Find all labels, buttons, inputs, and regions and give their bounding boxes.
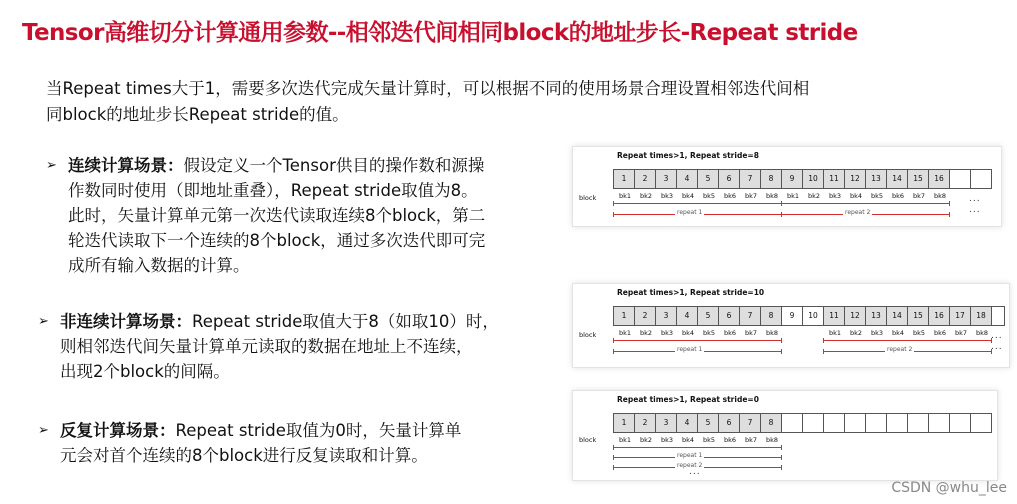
bullet-head: 连续计算场景： bbox=[68, 156, 184, 175]
bk-label: bk4 bbox=[682, 192, 695, 200]
bk-label: bk6 bbox=[724, 192, 737, 200]
block-cell: 15 bbox=[907, 169, 929, 189]
block-cell: 16 bbox=[928, 306, 950, 326]
block-cell bbox=[949, 413, 971, 433]
block-cell: 6 bbox=[718, 306, 740, 326]
ellipsis: ... bbox=[969, 194, 981, 204]
bk-label: bk8 bbox=[976, 329, 989, 337]
ellipsis: ... bbox=[991, 342, 1003, 352]
bk-tick bbox=[781, 201, 782, 206]
bk-tick bbox=[613, 445, 614, 450]
bk-label: bk3 bbox=[661, 192, 674, 200]
repeat-tick bbox=[781, 349, 782, 354]
diagram-stride-0 bbox=[572, 390, 998, 481]
block-cell: 13 bbox=[865, 169, 887, 189]
bk-span-line bbox=[781, 203, 949, 204]
block-cell: 2 bbox=[634, 169, 656, 189]
block-cell: 5 bbox=[697, 169, 719, 189]
block-cell: 18 bbox=[970, 306, 992, 326]
bullet-head: 反复计算场景： bbox=[60, 421, 176, 440]
bullet-line: 假设定义一个Tensor供目的操作数和源操 bbox=[183, 156, 485, 175]
bk-label: bk3 bbox=[829, 192, 842, 200]
block-cell: 15 bbox=[907, 306, 929, 326]
repeat-tick bbox=[613, 465, 614, 470]
block-cell: 7 bbox=[739, 413, 761, 433]
bk-label: bk6 bbox=[892, 192, 905, 200]
repeat-label: repeat 1 bbox=[677, 346, 703, 353]
bk-label: bk2 bbox=[640, 329, 653, 337]
bk-tick bbox=[949, 201, 950, 206]
block-cell: 6 bbox=[718, 413, 740, 433]
bullet-line: 作数同时使用（即地址重叠），Repeat stride取值为8。 bbox=[68, 181, 478, 200]
bk-label: bk2 bbox=[640, 436, 653, 444]
block-cell: 5 bbox=[697, 306, 719, 326]
repeat-tick bbox=[781, 212, 782, 217]
block-cell: 3 bbox=[655, 306, 677, 326]
block-cell: 7 bbox=[739, 169, 761, 189]
bullet-arrow-icon: ➢ bbox=[38, 314, 49, 329]
bullet-noncontinuous bbox=[38, 309, 560, 384]
block-cell bbox=[886, 413, 908, 433]
bk-label: bk7 bbox=[745, 192, 758, 200]
repeat-tick bbox=[949, 212, 950, 217]
block-cell: 8 bbox=[760, 169, 782, 189]
block-cell: 3 bbox=[655, 413, 677, 433]
bk-label: bk5 bbox=[913, 329, 926, 337]
intro-line: 当Repeat times大于1，需要多次迭代完成矢量计算时，可以根据不同的使用场景合理设置相邻迭代间相 bbox=[46, 79, 810, 98]
repeat-tick bbox=[613, 212, 614, 217]
repeat-label: repeat 1 bbox=[677, 209, 703, 216]
block-label: block bbox=[579, 331, 597, 339]
block-cell bbox=[907, 413, 929, 433]
ellipsis: ... bbox=[991, 331, 1003, 341]
page-title: Tensor高维切分计算通用参数--相邻迭代间相同block的地址步长-Repeat stride bbox=[22, 20, 858, 46]
repeat-tick bbox=[613, 349, 614, 354]
block-cell bbox=[823, 413, 845, 433]
block-cell: 11 bbox=[823, 306, 845, 326]
bk-tick bbox=[613, 338, 614, 343]
bk-label: bk7 bbox=[745, 436, 758, 444]
block-cell: 1 bbox=[613, 306, 635, 326]
block-cell: 5 bbox=[697, 413, 719, 433]
block-cell: 12 bbox=[844, 169, 866, 189]
block-cell: 10 bbox=[802, 306, 824, 326]
block-cell: 4 bbox=[676, 413, 698, 433]
block-cell bbox=[802, 413, 824, 433]
bk-label: bk8 bbox=[934, 192, 947, 200]
bk-label: bk5 bbox=[703, 192, 716, 200]
block-cell: 11 bbox=[823, 169, 845, 189]
block-cell: 1 bbox=[613, 169, 635, 189]
block-cell: 2 bbox=[634, 413, 656, 433]
bk-tick bbox=[781, 338, 782, 343]
bk-label: bk1 bbox=[619, 436, 632, 444]
block-cell: 13 bbox=[865, 306, 887, 326]
bullet-line: 则相邻迭代间矢量计算单元读取的数据在地址上不连续， bbox=[60, 337, 473, 356]
bullet-line: Repeat stride取值大于8（如取10）时， bbox=[192, 312, 499, 331]
block-cell: 14 bbox=[886, 306, 908, 326]
bk-tick bbox=[781, 445, 782, 450]
block-cell: 14 bbox=[886, 169, 908, 189]
bullet-repeated bbox=[38, 418, 530, 468]
bk-label: bk1 bbox=[619, 192, 632, 200]
bk-label: bk7 bbox=[913, 192, 926, 200]
bullet-continuous bbox=[46, 153, 566, 278]
bk-label: bk8 bbox=[766, 436, 779, 444]
diagram-title: Repeat times>1, Repeat stride=8 bbox=[617, 151, 759, 160]
block-cell bbox=[970, 169, 992, 189]
bk-label: bk6 bbox=[724, 436, 737, 444]
bullet-line: 元会对首个连续的8个block进行反复读取和计算。 bbox=[60, 446, 428, 465]
bk-label: bk2 bbox=[808, 192, 821, 200]
bullet-line: 轮迭代读取下一个连续的8个block，通过多次迭代即可完 bbox=[68, 231, 486, 250]
bk-span-line bbox=[613, 447, 781, 448]
block-cell: 8 bbox=[760, 413, 782, 433]
repeat-tick bbox=[781, 455, 782, 460]
bk-label: bk6 bbox=[934, 329, 947, 337]
bk-span-line bbox=[823, 340, 991, 341]
bk-label: bk4 bbox=[892, 329, 905, 337]
bk-label: bk5 bbox=[703, 436, 716, 444]
bullet-line: 此时，矢量计算单元第一次迭代读取连续8个block，第二 bbox=[68, 206, 486, 225]
block-cell: 9 bbox=[781, 169, 803, 189]
block-cell: 10 bbox=[802, 169, 824, 189]
block-cell bbox=[991, 306, 1005, 326]
bk-label: bk8 bbox=[766, 192, 779, 200]
block-cell: 3 bbox=[655, 169, 677, 189]
bullet-line: 成所有输入数据的计算。 bbox=[68, 256, 250, 275]
bk-label: bk3 bbox=[871, 329, 884, 337]
block-label: block bbox=[579, 436, 597, 444]
block-cell bbox=[865, 413, 887, 433]
block-label: block bbox=[579, 194, 597, 202]
diagram-stride-8 bbox=[572, 146, 1002, 227]
block-cell: 2 bbox=[634, 306, 656, 326]
bullet-line: Repeat stride取值为0时，矢量计算单 bbox=[175, 421, 462, 440]
repeat-tick bbox=[613, 455, 614, 460]
bk-label: bk2 bbox=[640, 192, 653, 200]
block-cell bbox=[949, 169, 971, 189]
bk-label: bk5 bbox=[703, 329, 716, 337]
bk-label: bk2 bbox=[850, 329, 863, 337]
block-cell bbox=[844, 413, 866, 433]
bk-label: bk1 bbox=[787, 192, 800, 200]
block-cell: 16 bbox=[928, 169, 950, 189]
ellipsis: ... bbox=[969, 205, 981, 215]
bullet-arrow-icon: ➢ bbox=[38, 423, 49, 438]
diagram-stride-10 bbox=[572, 283, 1010, 368]
ellipsis: ... bbox=[689, 467, 701, 477]
block-cell: 1 bbox=[613, 413, 635, 433]
bk-label: bk4 bbox=[850, 192, 863, 200]
watermark: CSDN @whu_lee bbox=[891, 480, 1007, 496]
block-cell: 9 bbox=[781, 306, 803, 326]
block-cell: 17 bbox=[949, 306, 971, 326]
bk-label: bk1 bbox=[619, 329, 632, 337]
bk-label: bk6 bbox=[724, 329, 737, 337]
diagram-title: Repeat times>1, Repeat stride=0 bbox=[617, 395, 759, 404]
block-cell bbox=[970, 413, 992, 433]
bullet-line: 出现2个block的间隔。 bbox=[60, 362, 230, 381]
repeat-tick bbox=[781, 465, 782, 470]
bk-tick bbox=[613, 201, 614, 206]
bk-span-line bbox=[613, 203, 781, 204]
bullet-arrow-icon: ➢ bbox=[46, 158, 57, 173]
repeat-label: repeat 2 bbox=[845, 209, 871, 216]
block-cell: 7 bbox=[739, 306, 761, 326]
bk-label: bk7 bbox=[745, 329, 758, 337]
bk-label: bk4 bbox=[682, 436, 695, 444]
repeat-label: repeat 1 bbox=[677, 452, 703, 459]
block-cell: 6 bbox=[718, 169, 740, 189]
bk-span-line bbox=[613, 340, 781, 341]
repeat-label: repeat 2 bbox=[887, 346, 913, 353]
block-cell bbox=[781, 413, 803, 433]
diagram-title: Repeat times>1, Repeat stride=10 bbox=[617, 288, 765, 297]
bk-tick bbox=[823, 338, 824, 343]
bk-label: bk8 bbox=[766, 329, 779, 337]
bk-label: bk4 bbox=[682, 329, 695, 337]
block-cell: 4 bbox=[676, 169, 698, 189]
intro-line: 同block的地址步长Repeat stride的值。 bbox=[46, 105, 349, 124]
repeat-label: repeat 2 bbox=[677, 462, 703, 469]
bk-label: bk1 bbox=[829, 329, 842, 337]
intro-paragraph bbox=[46, 76, 946, 128]
block-cell: 4 bbox=[676, 306, 698, 326]
repeat-tick bbox=[823, 349, 824, 354]
bk-label: bk7 bbox=[955, 329, 968, 337]
bullet-head: 非连续计算场景： bbox=[60, 312, 192, 331]
block-cell: 12 bbox=[844, 306, 866, 326]
bk-label: bk3 bbox=[661, 436, 674, 444]
bk-label: bk5 bbox=[871, 192, 884, 200]
block-cell bbox=[928, 413, 950, 433]
bk-label: bk3 bbox=[661, 329, 674, 337]
block-cell: 8 bbox=[760, 306, 782, 326]
